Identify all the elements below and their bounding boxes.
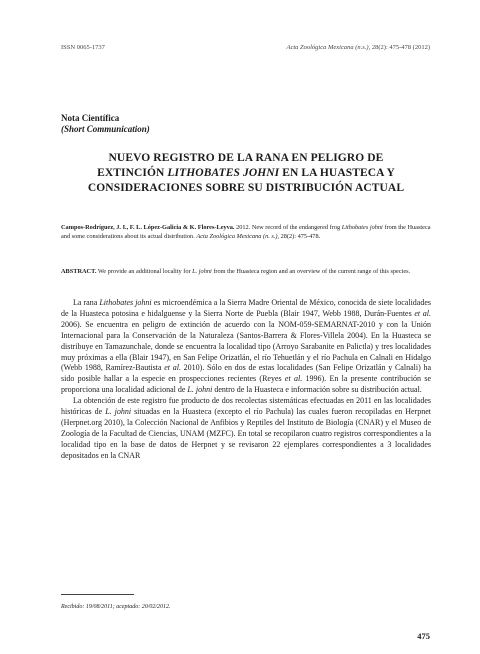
italic-run: L. johni [187,385,213,395]
body-paragraph-2 [61,396,431,461]
italic-run: L. johni [105,407,132,417]
text-run: es microendémica a la Sierra Madre Oriental de México, conocida de siete localidades de la Huasteca potosina e hidalguense y la Sierra Norte de Puebla (Blair 1947, Webb 1988, Durán-Fuentes [61,298,432,318]
title-line-2-post: EN LA HUASTECA Y [279,167,395,179]
article-body [61,298,431,462]
page-number: 475 [417,631,430,641]
citation-authors: Campos-Rodríguez, J. I., F. L. López-Galicia & K. Flores-Leyva. [61,224,235,231]
text-run: La obtención de este registro fue producto de dos recolectas sistemáticas efectuadas en 2011 en las localidades históricas de [61,396,431,417]
abstract-species: L. johni [192,268,212,275]
citation-pages: 28(2): 475-478. [279,233,321,241]
citation-text-1: 2012. New record of the endangered frog [234,224,342,231]
text-run: 1996). En la presente contribución se proporciona una localidad adicional de [61,374,432,395]
article-title [61,151,431,196]
text-run: 2010). Sólo en dos de estas localidades (San Felipe Orizatlán y Calnali) ha sido posible hallar a la especie en prospecciones recientes (Reyes [61,363,432,384]
title-line-3: CONSIDERACIONES SOBRE SU DISTRIBUCIÓN ACTUAL [87,182,405,194]
citation-text-2: from the Huasteca and some considerations about its actual distribution. [61,224,431,241]
citation-journal: Acta Zoológica Mexicana (n. s.), [196,233,280,241]
body-paragraph-1 [61,298,431,396]
italic-run: et al. [284,374,303,384]
citation-species: Lithobates johni [341,224,383,231]
italic-run: et al. [414,308,431,318]
note-type-label-english: (Short Communication) [61,124,150,134]
abstract-text-1: We provide an additional locality for [96,268,193,275]
title-species: LITHOBATES JOHNI [167,167,280,179]
abstract-label: ABSTRACT. [61,268,97,275]
received-dates: Recibido: 19/08/2011; aceptado: 20/02/2012. [61,604,171,610]
article-citation [61,223,431,241]
italic-run: Lithobates johni [99,298,152,307]
text-run: situadas en la Huasteca (excepto el río Pachula) las cuales fueron recopiladas en Herpnet (Herpnet.org 2010), la Colección Nacional de Anfibios y Reptiles del Instituto de Biología (CNAR) y el Museo de Zoología de la Facultad de Ciencias, UNAM (MZFC). En total se recopilaron cuatro registros correspondientes a la localidad tipo en la base de datos de Herpnet y se revisaron 22 ejemplares correspondientes a 3 localidades depositados en la CNAR [61,407,431,460]
journal-issn: ISSN 0065-1737 [61,44,105,51]
footnote-divider [61,594,134,595]
title-line-2 [61,166,431,181]
note-type-label: Nota Científica [61,113,120,123]
title-line-1: NUEVO REGISTRO DE LA RANA EN PELIGRO DE [108,152,384,164]
text-run: 2006). Se encuentra en peligro de extinción de acuerdo con la NOM-059-SEMARNAT-2010 y con la Unión Internacional para la Conservación de la Naturaleza (Santos-Barrera & Flores-Villela 2004). En la Huasteca se distribuye en Tamazunchale, donde se encuentra la localidad tipo (Arroyo Sarabanite en Palictla) y tres localidades muy próximas a ella (Blair 1947), en San Felipe Orizatlán, el río Tehuetlán y el río Pachula en Calnali en Hidalgo (Webb 1988, Ramírez-Bautista [61,319,431,373]
journal-volume: 28(2): 475-478 (2012) [371,44,430,51]
italic-run: et al. [164,363,181,373]
abstract [61,267,431,276]
text-run: La rana [73,298,100,307]
text-run: dentro de la Huasteca e información sobre su distribución actual. [212,385,422,395]
journal-name: Acta Zoológica Mexicana (n.s.), [286,44,371,51]
journal-citation-header [286,44,430,51]
title-line-2-pre: EXTINCIÓN [97,167,168,179]
abstract-text-2: from the Huasteca region and an overview of the current range of this species. [211,268,411,275]
